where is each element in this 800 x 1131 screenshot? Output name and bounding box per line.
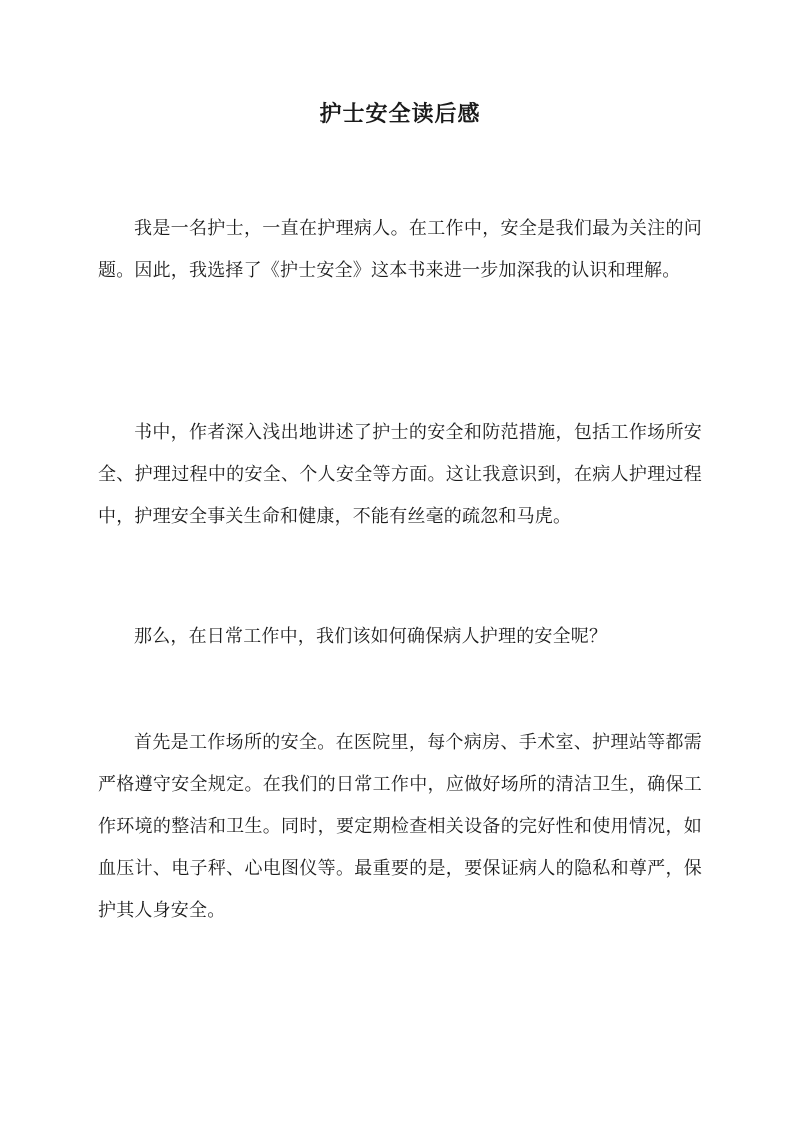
paragraph-question: 那么，在日常工作中，我们该如何确保病人护理的安全呢？ [134,626,608,647]
paragraph-intro: 我是一名护士，一直在护理病人。在工作中，安全是我们最为关注的问题。因此，我选择了《护士安全》这本书来进一步加深我的认识和理解。 [98,218,702,281]
document-title: 护士安全读后感 [319,101,481,127]
paragraph-workplace-safety: 首先是工作场所的安全。在医院里，每个病房、手术室、护理站等都需严格遵守安全规定。在我们的日常工作中，应做好场所的清洁卫生，确保工作环境的整洁和卫生。同时，要定期检查相关设备的完好性和使用情况，如血压计、电子秤、心电图仪等。最重要的是，要保证病人的隐私和尊严，保护其人身安全。 [98,732,702,921]
paragraph-book-content: 书中，作者深入浅出地讲述了护士的安全和防范措施，包括工作场所安全、护理过程中的安全、个人安全等方面。这让我意识到，在病人护理过程中，护理安全事关生命和健康，不能有丝毫的疏忽和马虎。 [98,422,702,527]
